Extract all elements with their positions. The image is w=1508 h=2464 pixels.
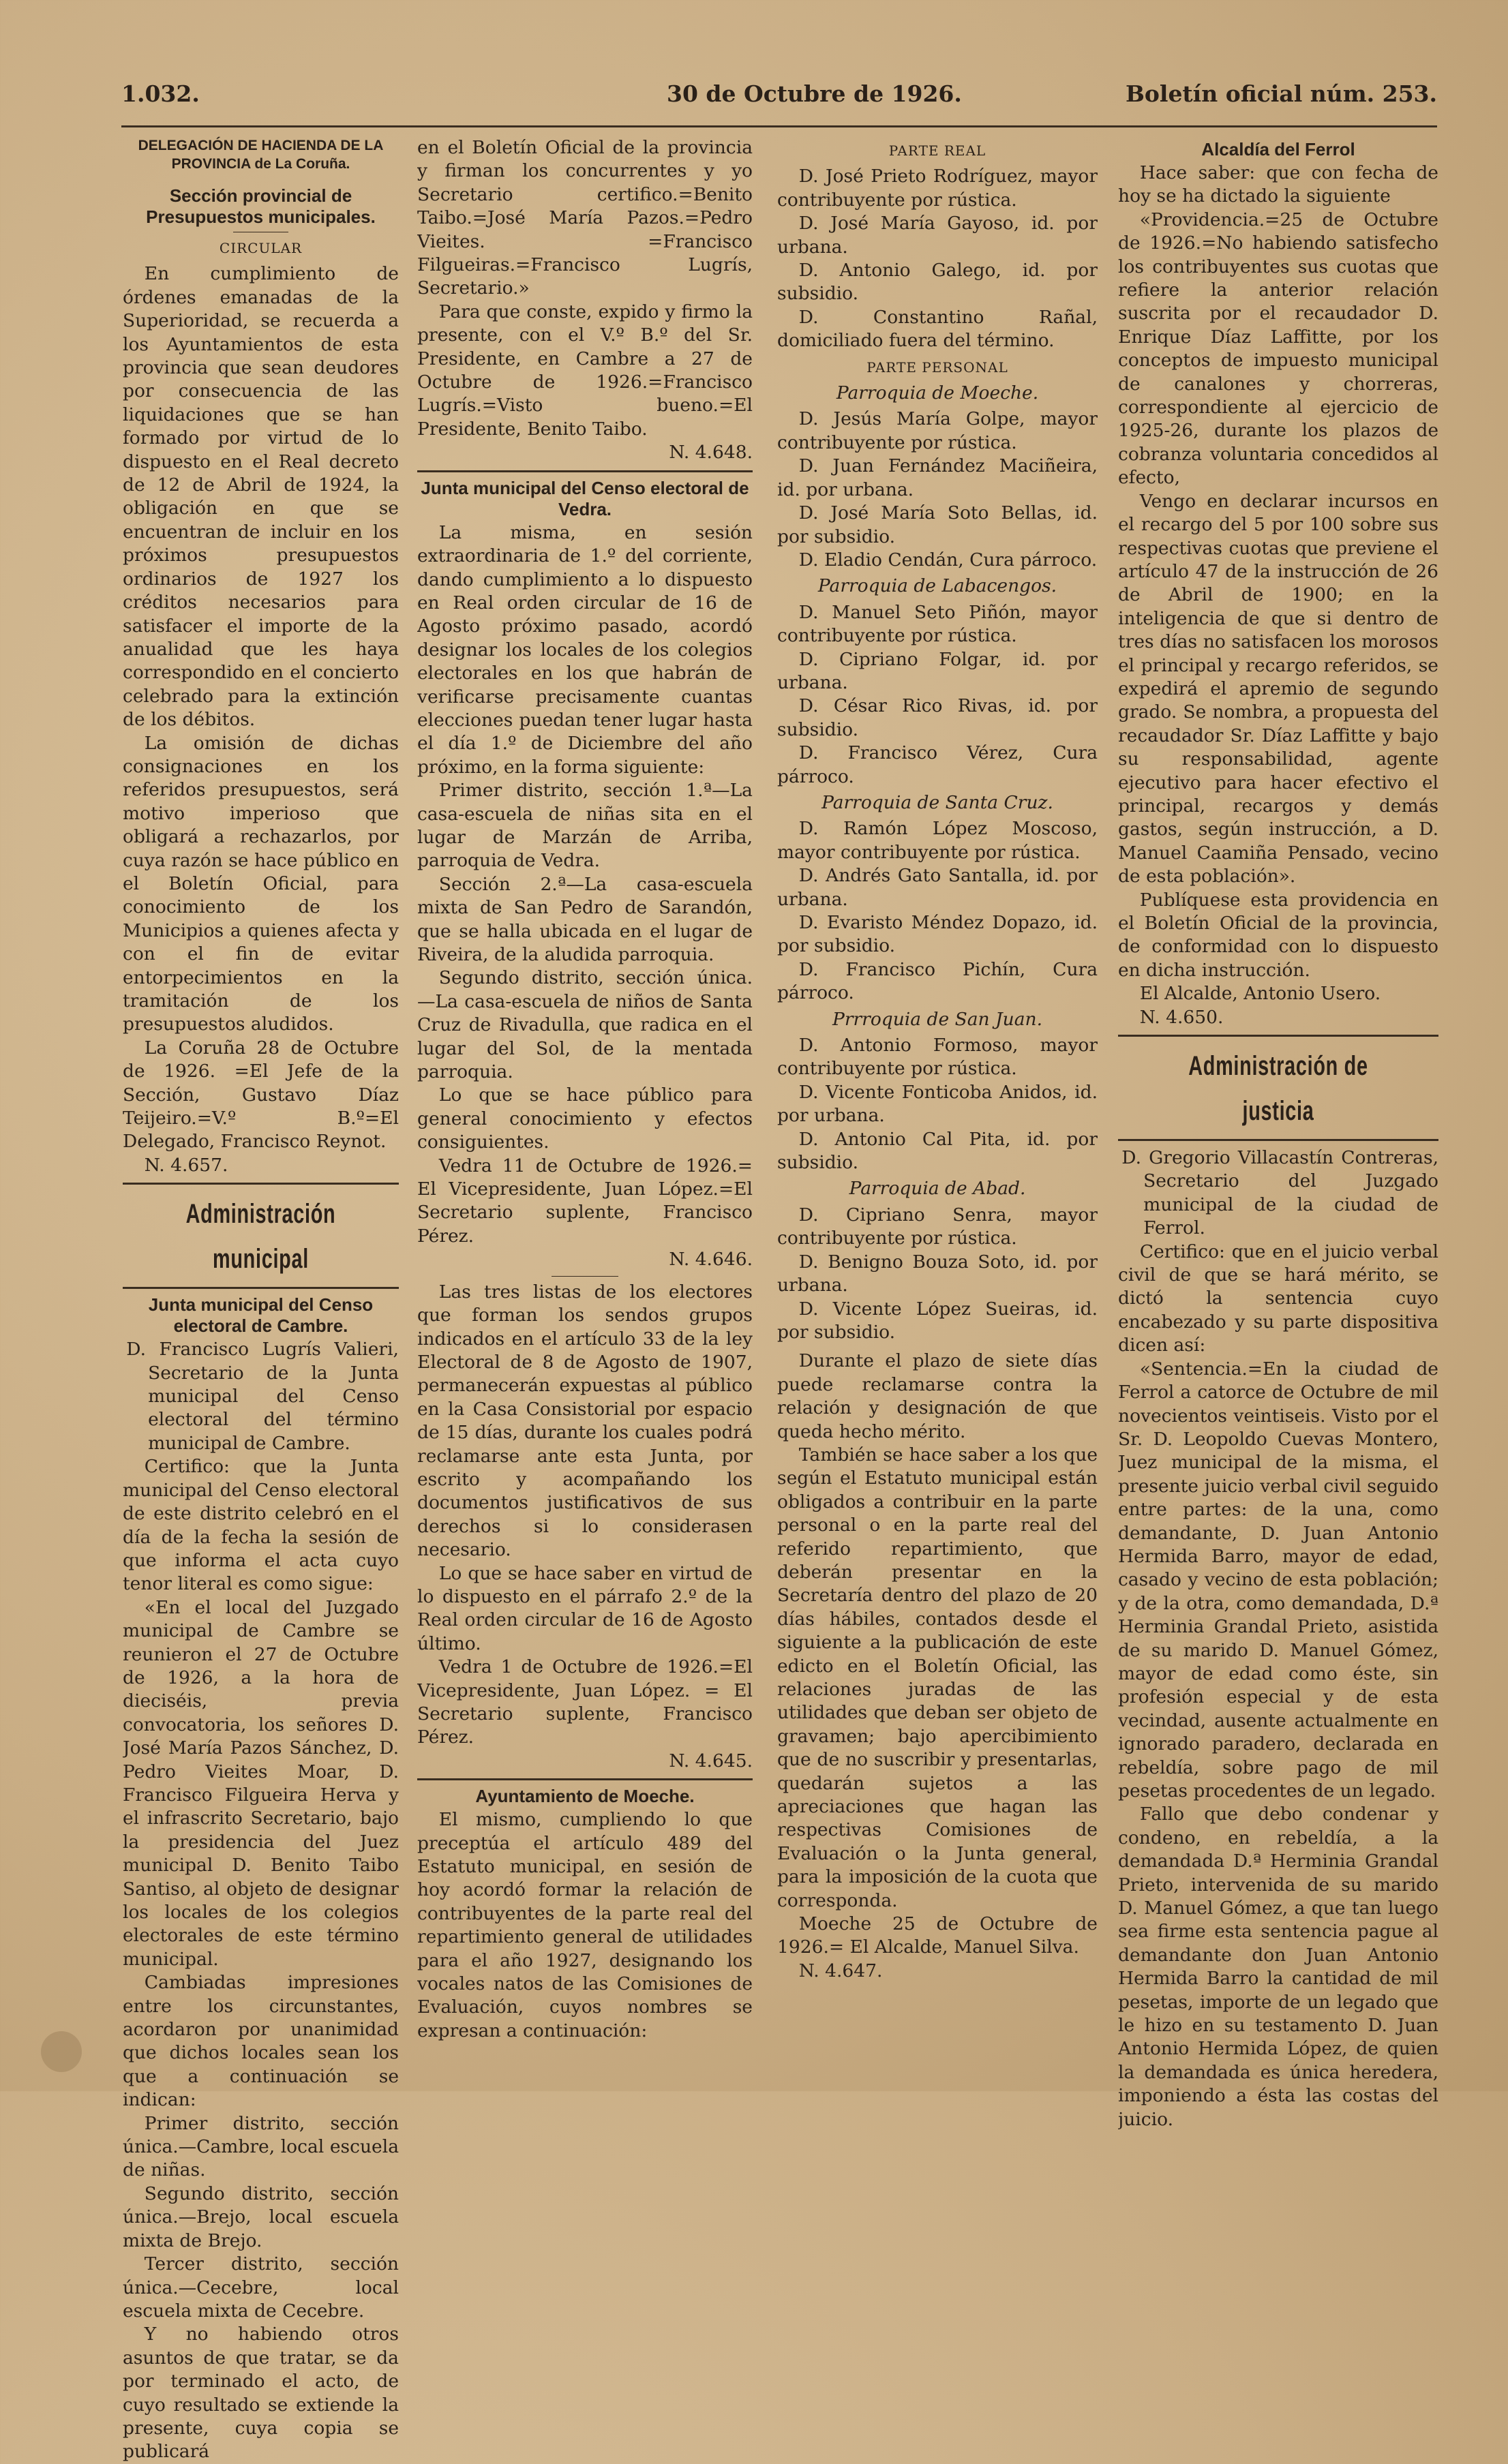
list-item: D. José Prieto Rodríguez, mayor contribuyente por rústica. <box>777 166 1098 211</box>
justicia-paragraph: Fallo que debo condenar y condeno, en rebeldía, a la demandada D.ª Herminia Grandal Prieto, intervenida de su marido D. Manuel Gómez, a que tan luego sea firme esta sentencia pague al demandante don Juan Antonio Hermida Barro la cantidad de mil pesetas, importe de un legado que le hizo en su testamento D. Juan Antonio Hermida López, de quien la demandada es única heredera, imponiendo a ésta las costas del juicio. <box>1118 1804 1438 2130</box>
list-item: D. Antonio Formoso, mayor contribuyente por rústica. <box>777 1035 1098 1080</box>
cambre-paragraph: Tercer distrito, sección única.—Cecebre, local escuela mixta de Cecebre. <box>123 2253 399 2322</box>
list-item: D. Antonio Cal Pita, id. por subsidio. <box>777 1128 1098 1174</box>
ferrol-paragraph: Vengo en declarar incursos en el recargo del 5 por 100 sobre sus respectivas cuotas que previene el artículo 47 de la instrucción de 26 de Abril de 1900; en la inteligencia de que si dentro de tres días no satisfacen los morosos el principal y recargo referidos, se expedirá el apremio de segundo grado. Se nombra, a propuesta del recaudador Sr. Díaz Laffitte y bajo su responsabilidad, agente ejecutivo para hacer efectivo el principal, recargos y demás gastos, según instrucción, a D. Manuel Caamiña Pensado, vecino de esta población». <box>1118 490 1438 887</box>
bulletin-number: Boletín oficial núm. 253. <box>1126 80 1437 107</box>
list-item: D. Antonio Galego, id. por subsidio. <box>777 260 1098 305</box>
cambre-title: Junta municipal del Censo electoral de Cambre. <box>148 1294 374 1337</box>
ferrol-paragraph: Publíquese esta providencia en el Boletín Oficial de la provincia, de conformidad con lo dispuesto en dicha instrucción. <box>1118 889 1438 981</box>
list-item: D. Manuel Seto Piñón, mayor contribuyente por rústica. <box>777 601 1098 647</box>
list-item: D. Andrés Gato Santalla, id. por urbana. <box>777 865 1098 910</box>
list-item: D. Juan Fernández Maciñeira, id. por urbana. <box>777 455 1098 500</box>
ferrol-title: Alcaldía del Ferrol <box>1201 139 1355 159</box>
notice-number: N. 4.647. <box>798 1960 883 1981</box>
list-item: D. Ramón López Moscoso, mayor contribuyente por rústica. <box>777 818 1098 863</box>
list-item: D. José María Soto Bellas, id. por subsidio. <box>777 502 1098 547</box>
justicia-paragraph: Certifico: que en el juicio verbal civil de que se hará mérito, se dictó la sentencia cuyo encabezado y su parte dispositiva dicen así: <box>1118 1241 1438 1356</box>
vedra-paragraph: Sección 2.ª—La casa-escuela mixta de San Pedro de Sarandón, que se halla ubicada en el lugar de Riveira, de la aludida parroquia. <box>417 873 753 965</box>
moeche-paragraph: Moeche 25 de Octubre de 1926.= El Alcalde, Manuel Silva. <box>777 1913 1098 1958</box>
section-rule <box>1118 1139 1438 1141</box>
list-item: D. Francisco Vérez, Cura párroco. <box>777 742 1098 787</box>
ferrol-paragraph: Hace saber: que con fecha de hoy se ha dictado la siguiente <box>1118 162 1438 207</box>
vedra-paragraph: Vedra 11 de Octubre de 1926.= El Vicepresidente, Juan López.=El Secretario suplente, Francisco Pérez. <box>417 1155 753 1247</box>
circular-label: CIRCULAR <box>219 240 303 256</box>
list-item: D. Vicente Fonticoba Anidos, id. por urbana. <box>777 1081 1098 1127</box>
real-list <box>777 165 1098 352</box>
moeche-title: Ayuntamiento de Moeche. <box>475 1786 695 1807</box>
page-number: 1.032. <box>121 80 200 107</box>
cambre-paragraph: Para que conste, expido y firmo la presente, con el V.º B.º del Sr. Presidente, en Cambre a 27 de Octubre de 1926.=Francisco Lugrís.=Visto bueno.=El Presidente, Benito Taibo. <box>417 301 753 440</box>
column-4 <box>1118 136 1438 2131</box>
parroquia-heading: Parroquia de Labacengos. <box>817 575 1057 597</box>
notice-number: N. 4.646. <box>669 1249 753 1271</box>
page-header <box>121 80 1437 121</box>
list-item: D. Evaristo Méndez Dopazo, id. por subsidio. <box>777 912 1098 957</box>
cambre-paragraph: Certifico: que la Junta municipal del Censo electoral de este distrito celebró en el día de la fecha la sesión de que informa el acta cuyo tenor literal es como sigue: <box>123 1456 399 1595</box>
circular-paragraph: La omisión de dichas consignaciones en los referidos presupuestos, será motivo imperioso que obligará a rechazarlos, por cuya razón se hace público en el Boletín Oficial, para conocimiento de los Municipios a quienes afecta y con el fin de evitar entorpecimientos en la tramitación de los presupuestos aludidos. <box>123 732 399 1035</box>
vedra-title: Junta municipal del Censo electoral de Vedra. <box>421 477 749 519</box>
vedra-paragraph: La misma, en sesión extraordinaria de 1.º del corriente, dando cumplimiento a lo dispuesto en Real orden circular de 16 de Agosto próximo pasado, acordó designar los locales de los colegios electorales en los que habrán de verificarse precisamente cuantas elecciones puedan tener lugar hasta el día 1.º de Diciembre del año próximo, en la forma siguiente: <box>417 521 753 778</box>
admin-justicia-banner: Administración de justicia <box>1188 1051 1368 1127</box>
list-item: D. Vicente López Sueiras, id. por subsidio. <box>777 1298 1098 1343</box>
ferrol-paragraph: El Alcalde, Antonio Usero. <box>1139 983 1381 1005</box>
parroquia-heading: Prrroquia de San Juan. <box>832 1008 1042 1030</box>
list-item: D. Benigno Bouza Soto, id. por urbana. <box>777 1251 1098 1296</box>
section-rule <box>417 1778 753 1780</box>
moeche-paragraph: Durante el plazo de siete días puede reclamarse contra la relación y designación de que queda hecho mérito. <box>777 1350 1098 1442</box>
section-rule <box>1118 1035 1438 1037</box>
section-rule <box>123 1287 399 1289</box>
cambre-paragraph: «En el local del Juzgado municipal de Cambre se reunieron el 27 de Octubre de 1926, a la hora de dieciséis, previa convocatoria, los señores D. José María Pazos Sánchez, D. Pedro Vieites Moar, D. Francisco Filgueira Herva y el infrascrito Secretario, bajo la presidencia del Juez municipal D. Benito Taibo Santiso, al objeto de designar los locales de los colegios electorales de este término municipal. <box>123 1596 399 1970</box>
parroquia-list <box>777 1204 1098 1344</box>
vedra-paragraph: Lo que se hace saber en virtud de lo dispuesto en el párrafo 2.º de la Real orden circular de 16 de Agosto último. <box>417 1562 753 1654</box>
divider <box>552 1276 618 1277</box>
parte-personal-label: PARTE PERSONAL <box>866 359 1008 376</box>
circular-signature: La Coruña 28 de Octubre de 1926. =El Jefe de la Sección, Gustavo Díaz Teijeiro.=V.º B.º=El Delegado, Francisco Reynot. <box>123 1037 399 1153</box>
justicia-intro: D. Gregorio Villacastín Contreras, Secretario del Juzgado municipal de la ciudad de Ferrol. <box>1121 1147 1438 1239</box>
parroquia-heading: Parroquia de Moeche. <box>836 382 1039 404</box>
cambre-continuation: en el Boletín Oficial de la provincia y firman los concurrentes y yo Secretario certifico.=Benito Taibo.=José María Pazos.=Pedro Vieites. =Francisco Filgueiras.=Francisco Lugrís, Secretario.» <box>417 137 753 299</box>
list-item: D. Eladio Cendán, Cura párroco. <box>798 549 1098 571</box>
ink-stain <box>41 2031 82 2072</box>
section-rule <box>417 470 753 472</box>
parroquia-heading: Parroquia de Santa Cruz. <box>821 791 1053 813</box>
vedra-paragraph: Segundo distrito, sección única. —La casa-escuela de niños de Santa Cruz de Rivadulla, que radica en el lugar del Sol, de la mentada parroquia. <box>417 967 753 1083</box>
ferrol-paragraph: «Providencia.=25 de Octubre de 1926.=No habiendo satisfecho los contribuyentes sus cuotas que refiere la anterior relación suscrita por el recaudador D. Enrique Díaz Laffitte, por los conceptos de impuesto municipal de canalones y chorreras, correspondiente al ejercicio de 1925-26, durante los plazos de cobranza voluntaria concedidos al efecto, <box>1118 209 1438 489</box>
list-item: D. José María Gayoso, id. por urbana. <box>777 213 1098 258</box>
notice-number: N. 4.645. <box>669 1750 753 1771</box>
parroquia-list <box>777 601 1098 789</box>
cambre-paragraph: Cambiadas impresiones entre los circunstantes, acordaron por unanimidad que dichos locales sean los que a continuación se indican: <box>123 1972 399 2111</box>
moeche-paragraph: También se hace saber a los que según el Estatuto municipal están obligados a contribuir en la parte personal o en la parte real del referido repartimiento, que deberán presentar en la Secretaría dentro del plazo de 20 días hábiles, contados desde el siguiente a la publicación de este edicto en el Boletín Oficial, las relaciones juradas de las utilidades que deban ser objeto de gravamen; bajo apercibimiento que de no suscribir y presentarlas, quedarán sujetos a las apreciaciones que hagan las respectivas Comisiones de Evaluación o la Junta general, para la imposición de la cuota que corresponda. <box>777 1444 1098 1911</box>
parroquia-list <box>777 408 1098 572</box>
moeche-paragraph: El mismo, cumpliendo lo que preceptúa el artículo 489 del Estatuto municipal, en sesión de hoy acordó formar la relación de contribuyentes de la parte real del repartimiento general de utilidades para el año 1927, designando los vocales natos de las Comisiones de Evaluación, cuyos nombres se expresan a continuación: <box>417 1809 753 2041</box>
vedra-paragraph: Lo que se hace público para general conocimiento y efectos consiguientes. <box>417 1084 753 1153</box>
cambre-intro: D. Francisco Lugrís Valieri, Secretario de la Junta municipal del Censo electoral del término municipal de Cambre. <box>126 1339 399 1454</box>
header-rule <box>121 125 1437 127</box>
parroquia-heading: Parroquia de Abad. <box>849 1178 1026 1200</box>
column-2 <box>417 136 753 2043</box>
cambre-paragraph: Segundo distrito, sección única.—Brejo, local escuela mixta de Brejo. <box>123 2182 399 2251</box>
column-3 <box>777 136 1098 1983</box>
notice-number: N. 4.657. <box>144 1154 228 1176</box>
cambre-paragraph: Y no habiendo otros asuntos de que tratar, se da por terminado el acto, de cuyo resultado se extiende la presente, cuya copia se publicará <box>123 2324 399 2463</box>
justicia-paragraph: «Sentencia.=En la ciudad de Ferrol a catorce de Octubre de mil novecientos veintiseis. Visto por el Sr. D. Leopoldo Cuevas Montero, Juez municipal de la misma, el presente juicio verbal civil seguido entre partes: de la una, como demandante, D. Juan Antonio Hermida Barro, mayor de edad, casado y vecino de esta población; y de la otra, como demandada, D.ª Herminia Grandal Prieto, asistida de su marido D. Manuel Gómez, mayor de edad como éste, sin profesión especial y de esta vecindad, ausente actualmente en ignorado paradero, declarada en rebeldía, sobre pago de mil pesetas procedentes de un legado. <box>1118 1358 1438 1801</box>
issue-date: 30 de Octubre de 1926. <box>667 80 962 107</box>
list-item: D. Jesús María Golpe, mayor contribuyente por rústica. <box>777 408 1098 453</box>
parte-real-label: PARTE REAL <box>888 142 986 159</box>
vedra-paragraph: Las tres listas de los electores que forman los sendos grupos indicados en el artículo 33 de la ley Electoral de 8 de Agosto de 1907, permanecerán expuestas al público en la Casa Consistorial por espacio de 15 días, durante los cuales podrá reclamarse ante esta Junta, por escrito y acompañando los documentos justificativos de sus derechos si lo considerasen necesario. <box>417 1281 753 1561</box>
parroquia-list <box>777 1034 1098 1174</box>
list-item: D. César Rico Rivas, id. por subsidio. <box>777 695 1098 740</box>
parroquia-list <box>777 817 1098 1005</box>
column-1 <box>123 136 399 2464</box>
list-item: D. Cipriano Senra, mayor contribuyente por rústica. <box>777 1204 1098 1249</box>
admin-municipal-banner: Administración municipal <box>185 1199 336 1275</box>
cambre-paragraph: Primer distrito, sección única.—Cambre, local escuela de niñas. <box>123 2112 399 2181</box>
vedra-paragraph: Primer distrito, sección 1.ª—La casa-escuela de niñas sita en el lugar de Marzán de Arriba, parroquia de Vedra. <box>417 780 753 872</box>
list-item: D. Francisco Pichín, Cura párroco. <box>777 958 1098 1004</box>
list-item: D. Constantino Rañal, domiciliado fuera del término. <box>777 306 1098 352</box>
seccion-title: Sección provincial de Presupuestos municipales. <box>146 185 376 227</box>
circular-paragraph: En cumplimiento de órdenes emanadas de la Superioridad, se recuerda a los Ayuntamientos de esta provincia que sean deudores por consecuencia de las liquidaciones que se han formado por virtud de lo dispuesto en el Real decreto de 12 de Abril de 1924, la obligación en que se encuentran de incluir en los próximos presupuestos ordinarios de 1927 los créditos necesarios para satisfacer el importe de la anualidad que les haya correspondido en el concierto celebrado para la extinción de los débitos. <box>123 263 399 731</box>
notice-number: N. 4.648. <box>669 442 753 463</box>
vedra-paragraph: Vedra 1 de Octubre de 1926.=El Vicepresidente, Juan López. = El Secretario suplente, Francisco Pérez. <box>417 1656 753 1748</box>
list-item: D. Cipriano Folgar, id. por urbana. <box>777 648 1098 693</box>
section-rule <box>123 1183 399 1185</box>
delegacion-title: DELEGACIÓN DE HACIENDA DE LA PROVINCIA de La Coruña. <box>138 138 384 172</box>
notice-number: N. 4.650. <box>1139 1006 1224 1028</box>
